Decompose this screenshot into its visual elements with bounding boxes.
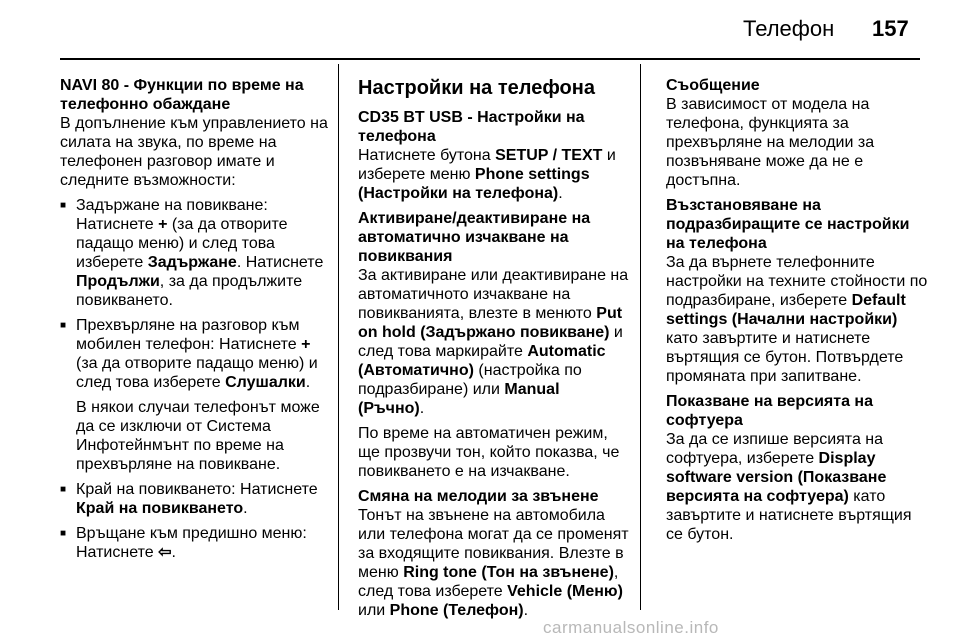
column-divider-1 [338,64,339,610]
menu-term: Manual (Ръчно) [358,381,560,417]
menu-term: Слушалки [225,374,306,391]
text: (за да отворите падащо меню) и след това изберете [76,355,318,391]
paragraph [358,506,630,620]
text: Връщане към предишно меню: Натиснете [76,525,307,561]
back-arrow-icon: ⇦ [158,544,172,561]
text: . [305,374,311,391]
menu-term: Default settings (Начални настройки) [666,292,906,328]
text: . [419,400,425,417]
menu-term: Display software version (Показване версията на софтуера) [666,450,887,505]
paragraph [358,266,630,418]
menu-term: SETUP / TEXT [495,147,603,164]
menu-term: Ring tone (Тон на звънене) [403,564,614,581]
section-title: Настройки на телефона [358,77,595,99]
text: За да върнете телефонните настройки на техните стойности по подразбиране, изберете [666,254,928,309]
menu-term: Vehicle (Меню) [507,583,623,600]
list-item [60,524,328,562]
text: . [558,185,563,202]
page-header-title: Телефон [743,16,835,41]
text: Прехвърляне на разговор към мобилен телефон: Натиснете [76,317,302,353]
intro-paragraph: В допълнение към управлението на силата на звука, по време на телефонен разговор имате и следните възможности: [60,115,328,189]
column-2 [358,76,630,620]
bullet-list [60,480,328,562]
header-rule [60,58,920,60]
paragraph: По време на автоматичен режим, ще прозвучи тон, който показва, че повикването е на изчакване. [358,425,620,480]
text: За активиране или деактивиране на автоматичното изчакване на повикванията, влезте в менюто [358,267,629,322]
menu-term: Put on hold (Задържано повикване) [358,305,623,341]
menu-term: Phone (Телефон) [389,602,524,619]
column-1 [60,76,328,562]
text: . [523,602,529,619]
text: (за да отворите падащо меню) и след това изберете [76,216,288,271]
subheading: Смяна на мелодии за звънене [358,488,599,505]
plus-icon: + [158,216,168,233]
section-heading: NAVI 80 - Функции по време на телефонно обаждане [60,77,304,113]
list-item [60,196,328,310]
subheading: Активиране/деактивиране на автоматично изчакване на повиквания [358,210,591,265]
text: или [358,602,390,619]
paragraph [666,430,928,544]
text: . [243,500,248,517]
text: и изберете меню [358,147,616,183]
text: , след това изберете [358,564,619,600]
text: , за да продължите повикването. [76,273,303,309]
bullet-list [60,196,328,392]
menu-term: Задържане [147,254,237,271]
text: като завъртите и натиснете въртящия се бутон. [666,488,912,543]
plus-icon: + [301,336,311,353]
text: Край на повикването: Натиснете [76,481,318,498]
note-paragraph: В някои случаи телефонът може да се изключи от Система Инфотейнмънт по време на прехвърляне на повикване. [76,399,320,473]
page-number: 157 [872,16,909,41]
note-title: Съобщение [666,77,760,94]
watermark: carmanualsonline.info [543,618,719,637]
menu-term: Продължи [76,273,160,290]
text: (настройка по подразбиране) или [358,362,582,398]
text: Натиснете бутона [358,147,496,164]
text: и след това маркирайте [358,324,623,360]
text: . [171,544,176,561]
paragraph [666,253,928,386]
paragraph [358,146,630,203]
column-divider-2 [640,64,641,610]
subheading: Възстановяване на подразбиращите се настройки на телефона [666,197,910,252]
menu-term: Край на повикването [76,500,244,517]
text: като завъртите и натиснете въртящия се бутон. Потвърдете промяната при запитване. [666,330,904,385]
note-text: В зависимост от модела на телефона, функцията за прехвърляне на мелодии за позвъняване може да не е достъпна. [666,96,875,189]
menu-term: Automatic (Автоматично) [358,343,606,379]
list-item [60,480,328,518]
text: . Натиснете [236,254,324,271]
menu-term: Phone settings (Настройки на телефона) [358,166,590,202]
column-3 [666,76,928,544]
list-item [60,316,328,392]
text: Задържане на повикване: Натиснете [76,197,268,233]
subheading: Показване на версията на софтуера [666,393,873,429]
subheading: CD35 BT USB - Настройки на телефона [358,109,585,145]
text: Тонът на звънене на автомобила или телефона могат да се променят за входящите повиквания. Влезте в меню [358,507,629,581]
text: За да се изпише версията на софтуера, изберете [666,431,884,467]
